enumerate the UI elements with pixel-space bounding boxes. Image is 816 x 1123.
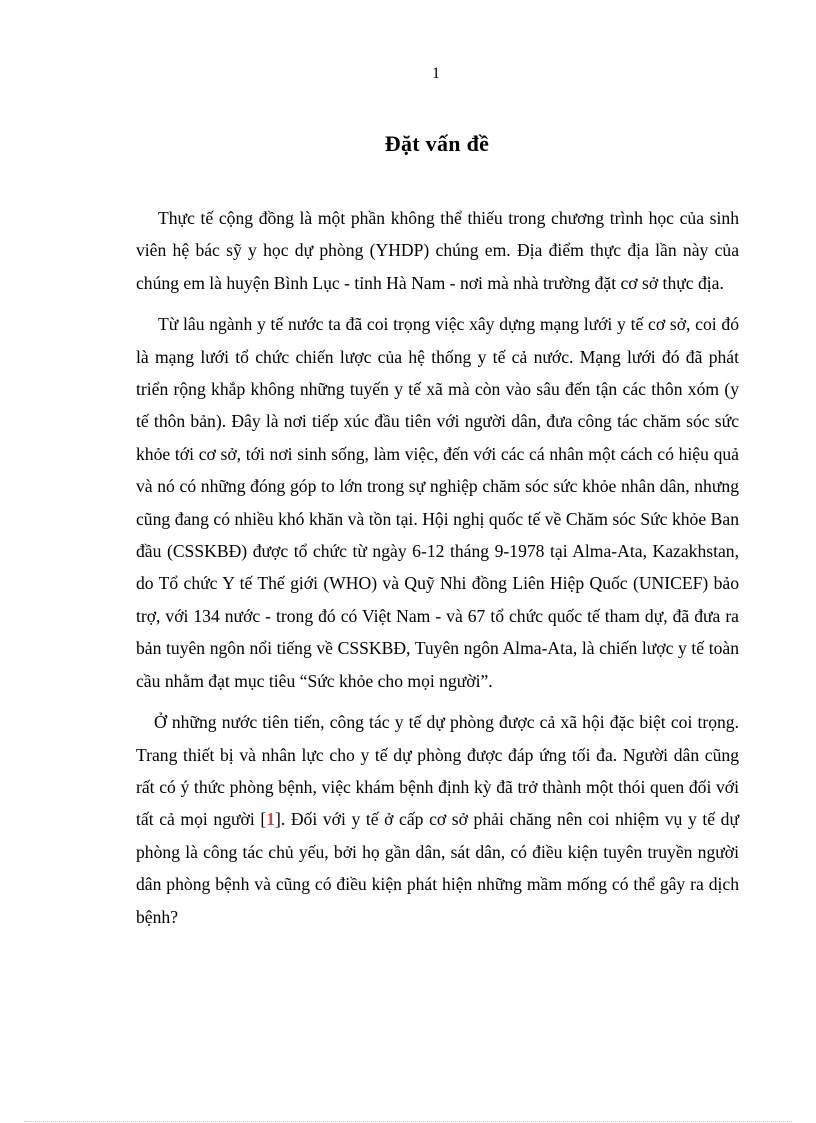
document-body: [136, 202, 739, 933]
paragraph-3-text-before: Ở những nước tiên tiến, công tác y tế dự phòng được cả xã hội đặc biệt coi trọng. Trang thiết bị và nhân lực cho y tế dự phòng được đáp ứng tối đa. Người dân cũng rất có ý thức phòng bệnh, việc khám bệnh định kỳ đã trở thành một thói quen đối với tất cả mọi người [: [136, 712, 739, 830]
paragraph-1: Thực tế cộng đồng là một phần không thể thiếu trong chương trình học của sinh viên hệ bác sỹ y học dự phòng (YHDP) chúng em. Địa điểm thực địa lần này của chúng em là huyện Bình Lục - tỉnh Hà Nam - nơi mà nhà trường đặt cơ sở thực địa.: [136, 208, 739, 293]
paragraph-3: [136, 706, 739, 933]
page-title: Đặt vấn đề: [384, 131, 490, 156]
paragraph-2: Từ lâu ngành y tế nước ta đã coi trọng việc xây dựng mạng lưới y tế cơ sở, coi đó là mạng lưới tổ chức chiến lược của hệ thống y tế cả nước. Mạng lưới đó đã phát triển rộng khắp không những tuyến y tế xã mà còn vào sâu đến tận các thôn xóm (y tế thôn bản). Đây là nơi tiếp xúc đầu tiên với người dân, đưa công tác chăm sóc sức khỏe tới cơ sở, tới nơi sinh sống, làm việc, đến với các cá nhân một cách có hiệu quả và nó có những đóng góp to lớn trong sự nghiệp chăm sóc sức khỏe nhân dân, nhưng cũng đang có nhiều khó khăn và tồn tại. Hội nghị quốc tế về Chăm sóc Sức khỏe Ban đầu (CSSKBĐ) được tổ chức từ ngày 6-12 tháng 9-1978 tại Alma-Ata, Kazakhstan, do Tổ chức Y tế Thế giới (WHO) và Quỹ Nhi đồng Liên Hiệp Quốc (UNICEF) bảo trợ, với 134 nước - trong đó có Việt Nam - và 67 tổ chức quốc tế tham dự, đã đưa ra bản tuyên ngôn nổi tiếng về CSSKBĐ, Tuyên ngôn Alma-Ata, là chiến lược y tế toàn cầu nhằm đạt mục tiêu “Sức khỏe cho mọi người”.: [136, 314, 739, 691]
page-number: 1: [432, 65, 440, 82]
paragraph-3-text-after: ]. Đối với y tế ở cấp cơ sở phải chăng nên coi nhiệm vụ y tế dự phòng là công tác chủ yếu, bởi họ gần dân, sát dân, có điều kiện tuyên truyền người dân phòng bệnh và cũng có điều kiện phát hiện những mầm mống có thể gây ra dịch bệnh?: [136, 809, 739, 927]
citation-link[interactable]: 1: [266, 809, 275, 830]
page-bottom-border: [24, 1121, 792, 1122]
